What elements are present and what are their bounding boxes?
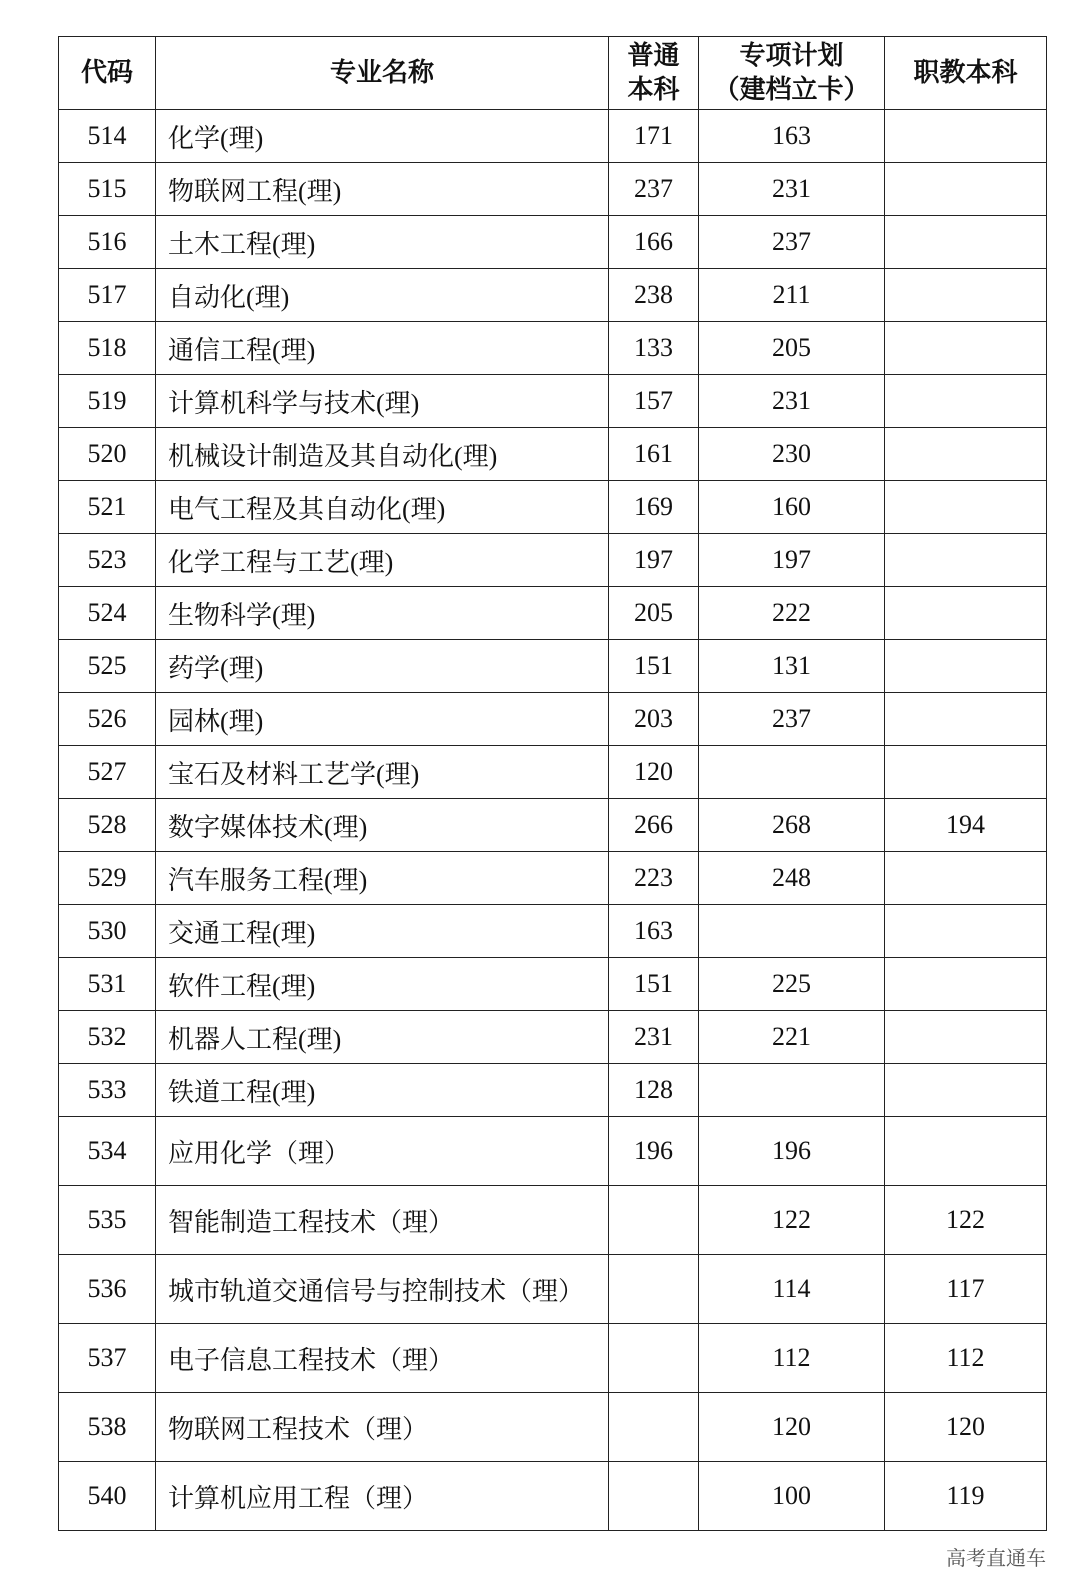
header-code: 代码 [59,37,156,110]
cell-code: 533 [59,1064,156,1117]
table-row [59,1117,1047,1186]
cell-vocational [885,216,1047,269]
cell-code: 540 [59,1462,156,1531]
cell-regular: 238 [609,269,699,322]
cell-code: 531 [59,958,156,1011]
cell-special: 248 [699,852,885,905]
cell-name: 智能制造工程技术（理） [156,1186,609,1255]
table-row [59,905,1047,958]
cell-name: 机械设计制造及其自动化(理) [156,428,609,481]
cell-regular: 157 [609,375,699,428]
cell-code: 516 [59,216,156,269]
header-special-line1: 专项计划 [739,41,844,70]
cell-special: 196 [699,1117,885,1186]
cell-special: 221 [699,1011,885,1064]
cell-name: 土木工程(理) [156,216,609,269]
cell-special: 237 [699,216,885,269]
cell-vocational [885,163,1047,216]
table-row [59,1462,1047,1531]
cell-name: 药学(理) [156,640,609,693]
cell-vocational [885,746,1047,799]
cell-name: 应用化学（理） [156,1117,609,1186]
cell-regular: 151 [609,958,699,1011]
score-table [58,36,1047,1531]
table-row [59,110,1047,163]
cell-special: 222 [699,587,885,640]
table-row [59,375,1047,428]
cell-regular [609,1393,699,1462]
header-regular-line1: 普通 [627,41,680,70]
cell-regular: 196 [609,1117,699,1186]
cell-special: 163 [699,110,885,163]
cell-regular: 171 [609,110,699,163]
cell-name: 化学工程与工艺(理) [156,534,609,587]
cell-code: 530 [59,905,156,958]
cell-special: 230 [699,428,885,481]
cell-special: 211 [699,269,885,322]
cell-vocational [885,322,1047,375]
table-row [59,958,1047,1011]
cell-special [699,905,885,958]
cell-special: 197 [699,534,885,587]
table-body [59,110,1047,1531]
cell-special: 231 [699,375,885,428]
cell-regular [609,1324,699,1393]
cell-regular: 266 [609,799,699,852]
cell-special: 160 [699,481,885,534]
cell-name: 生物科学(理) [156,587,609,640]
cell-regular: 128 [609,1064,699,1117]
cell-regular: 237 [609,163,699,216]
cell-code: 525 [59,640,156,693]
cell-code: 536 [59,1255,156,1324]
table-row [59,1393,1047,1462]
table-row [59,746,1047,799]
cell-code: 528 [59,799,156,852]
cell-name: 城市轨道交通信号与控制技术（理） [156,1255,609,1324]
cell-regular: 223 [609,852,699,905]
cell-name: 数字媒体技术(理) [156,799,609,852]
cell-code: 519 [59,375,156,428]
cell-special: 237 [699,693,885,746]
table-row [59,481,1047,534]
cell-name: 机器人工程(理) [156,1011,609,1064]
cell-code: 537 [59,1324,156,1393]
cell-special: 120 [699,1393,885,1462]
cell-vocational [885,1117,1047,1186]
cell-special: 112 [699,1324,885,1393]
table-row [59,799,1047,852]
cell-special: 268 [699,799,885,852]
cell-code: 520 [59,428,156,481]
cell-name: 电气工程及其自动化(理) [156,481,609,534]
cell-code: 518 [59,322,156,375]
cell-vocational [885,110,1047,163]
cell-code: 532 [59,1011,156,1064]
table-row [59,163,1047,216]
cell-name: 计算机科学与技术(理) [156,375,609,428]
table-row [59,693,1047,746]
cell-code: 526 [59,693,156,746]
header-name: 专业名称 [156,37,609,110]
cell-special [699,1064,885,1117]
table-row [59,640,1047,693]
cell-vocational: 194 [885,799,1047,852]
watermark: 高考直通车 [946,1546,1046,1570]
cell-vocational: 112 [885,1324,1047,1393]
cell-vocational: 117 [885,1255,1047,1324]
cell-name: 汽车服务工程(理) [156,852,609,905]
cell-special: 114 [699,1255,885,1324]
cell-special: 205 [699,322,885,375]
cell-regular: 120 [609,746,699,799]
cell-regular: 163 [609,905,699,958]
cell-regular [609,1462,699,1531]
cell-special: 122 [699,1186,885,1255]
header-special [699,37,885,110]
cell-vocational [885,1064,1047,1117]
cell-vocational [885,958,1047,1011]
cell-regular: 203 [609,693,699,746]
cell-code: 527 [59,746,156,799]
cell-code: 538 [59,1393,156,1462]
cell-code: 515 [59,163,156,216]
cell-vocational: 119 [885,1462,1047,1531]
cell-code: 514 [59,110,156,163]
cell-regular: 166 [609,216,699,269]
cell-vocational [885,693,1047,746]
cell-name: 自动化(理) [156,269,609,322]
header-regular [609,37,699,110]
cell-vocational [885,481,1047,534]
table-row [59,269,1047,322]
table-row [59,587,1047,640]
header-vocational: 职教本科 [885,37,1047,110]
cell-name: 铁道工程(理) [156,1064,609,1117]
cell-vocational: 120 [885,1393,1047,1462]
cell-code: 534 [59,1117,156,1186]
cell-vocational [885,852,1047,905]
cell-regular: 151 [609,640,699,693]
cell-regular: 205 [609,587,699,640]
cell-code: 535 [59,1186,156,1255]
cell-regular: 197 [609,534,699,587]
header-row [59,37,1047,110]
cell-regular: 133 [609,322,699,375]
cell-special [699,746,885,799]
cell-name: 化学(理) [156,110,609,163]
cell-code: 517 [59,269,156,322]
table-row [59,216,1047,269]
cell-regular: 231 [609,1011,699,1064]
cell-special: 231 [699,163,885,216]
cell-name: 电子信息工程技术（理） [156,1324,609,1393]
cell-regular: 161 [609,428,699,481]
cell-code: 523 [59,534,156,587]
table-row [59,1064,1047,1117]
table-row [59,1255,1047,1324]
cell-special: 225 [699,958,885,1011]
cell-name: 计算机应用工程（理） [156,1462,609,1531]
cell-vocational [885,640,1047,693]
table-row [59,1324,1047,1393]
table-row [59,1011,1047,1064]
cell-code: 524 [59,587,156,640]
table-row [59,852,1047,905]
cell-vocational [885,375,1047,428]
cell-special: 100 [699,1462,885,1531]
cell-code: 529 [59,852,156,905]
cell-code: 521 [59,481,156,534]
cell-name: 宝石及材料工艺学(理) [156,746,609,799]
cell-name: 交通工程(理) [156,905,609,958]
cell-vocational [885,534,1047,587]
cell-vocational [885,269,1047,322]
cell-name: 物联网工程技术（理） [156,1393,609,1462]
cell-name: 通信工程(理) [156,322,609,375]
cell-regular [609,1186,699,1255]
table-row [59,1186,1047,1255]
cell-name: 园林(理) [156,693,609,746]
cell-special: 131 [699,640,885,693]
table-row [59,534,1047,587]
table-row [59,428,1047,481]
table-row [59,322,1047,375]
cell-vocational [885,1011,1047,1064]
cell-regular: 169 [609,481,699,534]
cell-name: 软件工程(理) [156,958,609,1011]
cell-vocational: 122 [885,1186,1047,1255]
cell-vocational [885,587,1047,640]
header-special-line2: （建档立卡） [713,75,870,104]
cell-vocational [885,428,1047,481]
cell-name: 物联网工程(理) [156,163,609,216]
header-regular-line2: 本科 [627,75,680,104]
cell-regular [609,1255,699,1324]
cell-vocational [885,905,1047,958]
